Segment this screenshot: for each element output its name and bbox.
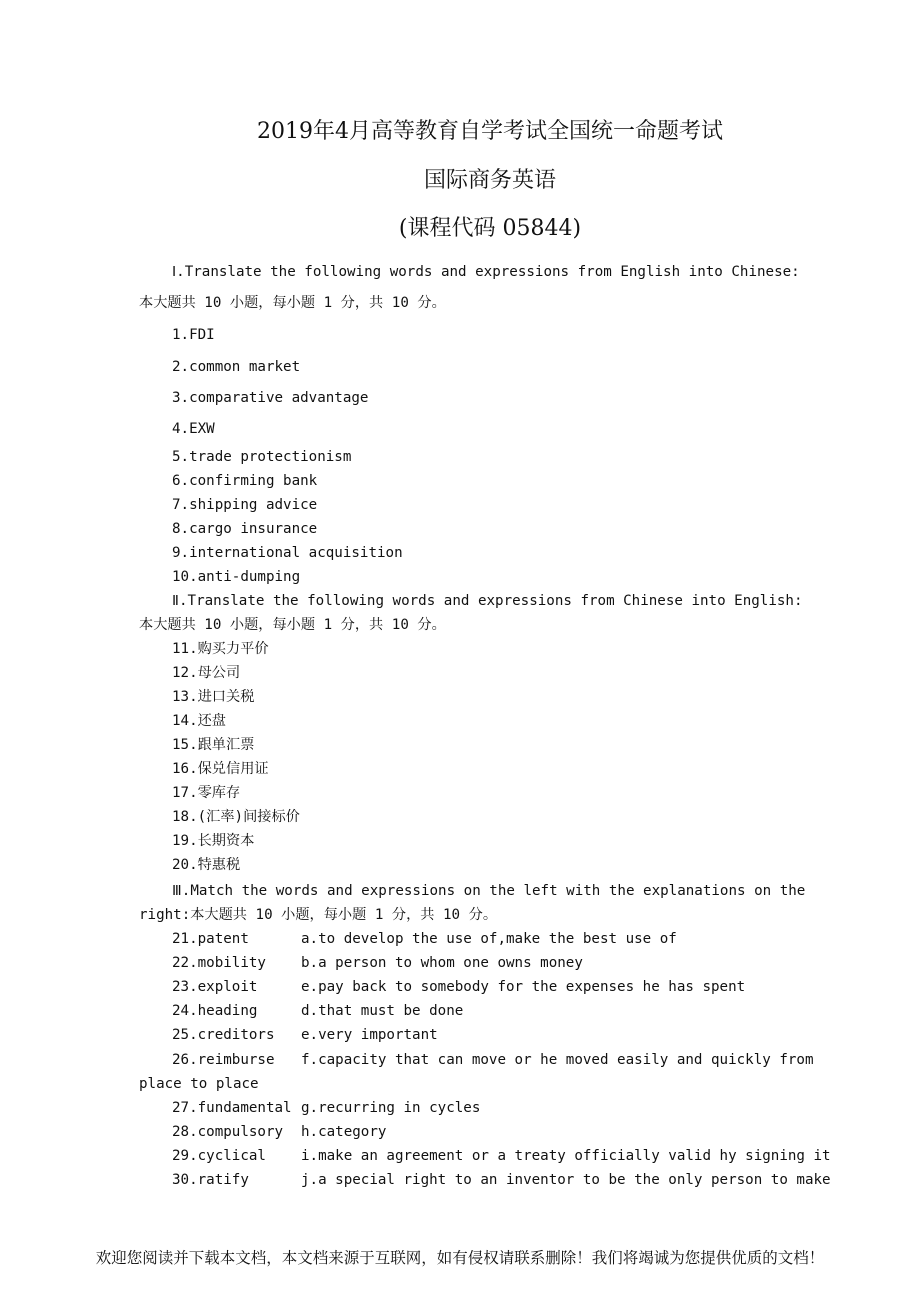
section2-note: 本大题共 10 小题，每小题 1 分，共 10 分。 [139, 617, 446, 633]
match-explanation: a.to develop the use of,make the best use of [301, 931, 677, 947]
list-item: 16.保兑信用证 [172, 761, 269, 777]
match-term: 23.exploit [172, 979, 258, 995]
list-item: 7.shipping advice [172, 497, 318, 513]
list-item: 3.comparative advantage [172, 390, 369, 406]
list-item: 14.还盘 [172, 713, 226, 729]
match-term: 22.mobility [172, 955, 266, 971]
match-explanation-wrap: place to place [139, 1076, 259, 1092]
list-item: 5.trade protectionism [172, 449, 352, 465]
download-notice: 欢迎您阅读并下载本文档，本文档来源于互联网，如有侵权请联系删除！我们将竭诚为您提供优质的文档！ [95, 1249, 825, 1267]
match-term: 25.creditors [172, 1027, 275, 1043]
match-term: 29.cyclical [172, 1148, 266, 1164]
list-item: 2.common market [172, 359, 301, 375]
match-explanation: d.that must be done [301, 1003, 464, 1019]
course-code: (课程代码 05844) [398, 216, 582, 241]
section3-title-cont: right:本大题共 10 小题，每小题 1 分，共 10 分。 [139, 907, 498, 923]
list-item: 1.FDI [172, 327, 215, 343]
match-term: 21.patent [172, 931, 249, 947]
match-term: 24.heading [172, 1003, 258, 1019]
list-item: 6.confirming bank [172, 473, 318, 489]
match-explanation: j.a special right to an inventor to be the only person to make [301, 1172, 831, 1188]
section2-title: Ⅱ.Translate the following words and expressions from Chinese into English: [172, 593, 803, 609]
match-term: 28.compulsory [172, 1124, 284, 1140]
list-item: 10.anti-dumping [172, 569, 301, 585]
section1-note: 本大题共 10 小题，每小题 1 分，共 10 分。 [139, 295, 446, 311]
list-item: 15.跟单汇票 [172, 737, 255, 753]
match-term: 30.ratify [172, 1172, 249, 1188]
list-item: 9.international acquisition [172, 545, 403, 561]
match-explanation: e.pay back to somebody for the expenses he has spent [301, 979, 746, 995]
list-item: 17.零库存 [172, 785, 241, 801]
section3-title: Ⅲ.Match the words and expressions on the left with the explanations on the [172, 883, 806, 899]
match-term: 26.reimburse [172, 1052, 275, 1068]
match-explanation: f.capacity that can move or he moved easily and quickly from [301, 1052, 814, 1068]
list-item: 4.EXW [172, 421, 215, 437]
list-item: 19.长期资本 [172, 833, 255, 849]
match-explanation: b.a person to whom one owns money [301, 955, 583, 971]
exam-title: 2019年4月高等教育自学考试全国统一命题考试 [257, 119, 723, 144]
section1-title: Ⅰ.Translate the following words and expressions from English into Chinese: [172, 264, 800, 280]
match-term: 27.fundamental [172, 1100, 292, 1116]
list-item: 12.母公司 [172, 665, 241, 681]
list-item: 20.特惠税 [172, 857, 241, 873]
list-item: 13.进口关税 [172, 689, 255, 705]
list-item: 11.购买力平价 [172, 641, 269, 657]
subject-title: 国际商务英语 [423, 168, 556, 193]
match-explanation: g.recurring in cycles [301, 1100, 481, 1116]
list-item: 18.(汇率)间接标价 [172, 809, 300, 825]
match-explanation: i.make an agreement or a treaty officially valid hy signing it [301, 1148, 831, 1164]
match-explanation: e.very important [301, 1027, 438, 1043]
match-explanation: h.category [301, 1124, 387, 1140]
list-item: 8.cargo insurance [172, 521, 318, 537]
